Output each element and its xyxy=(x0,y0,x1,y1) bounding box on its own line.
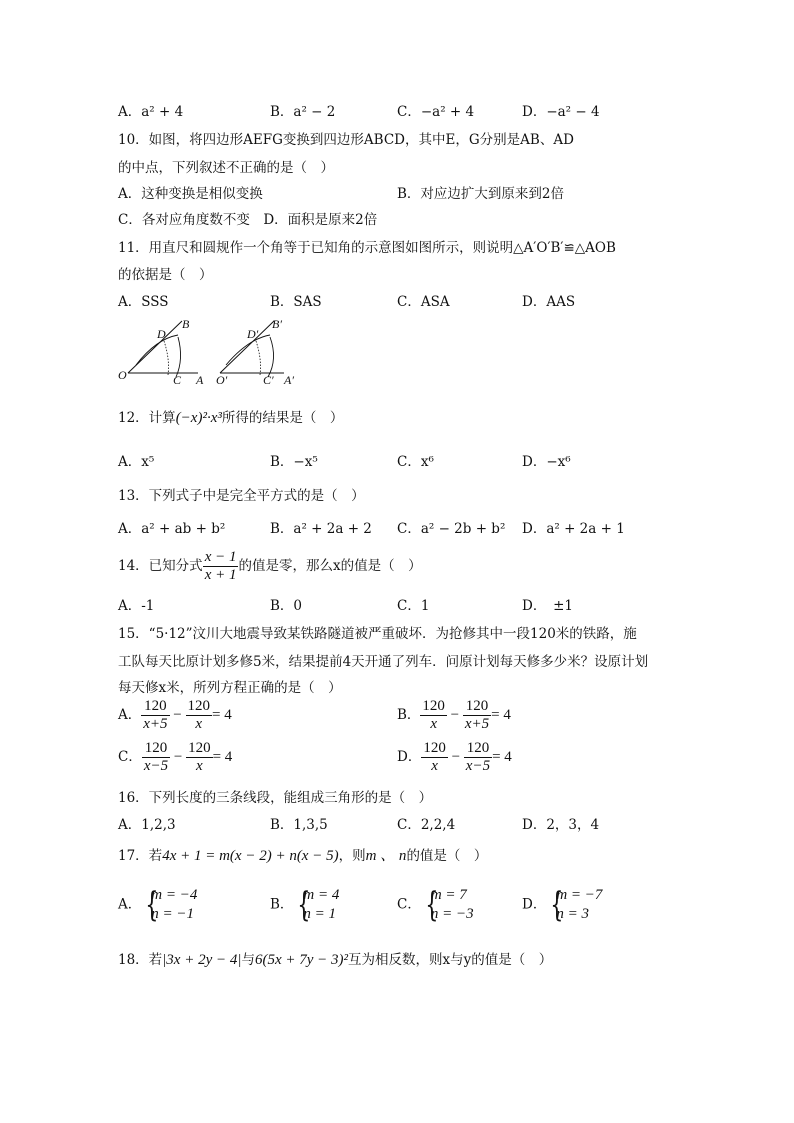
q14-denominator: x + 1 xyxy=(204,567,237,583)
label-A: A xyxy=(196,373,204,387)
numerator: 120 xyxy=(422,698,445,714)
q14-fraction xyxy=(203,549,239,584)
q16-option-b: B．1,3,5 xyxy=(270,817,328,833)
q10-option-a: A．这种变换是相似变换 xyxy=(118,186,263,202)
numerator: 120 xyxy=(463,698,491,716)
frac-2 xyxy=(186,698,213,733)
q14-text-post: 的值是零，那么x的值是（ ） xyxy=(238,558,422,574)
equation-system: { m = 4 n = 1 xyxy=(297,885,340,925)
label-O-prime: O′ xyxy=(216,373,228,387)
q10-options-cd: C．各对应角度数不变 D．面积是原来2倍 xyxy=(118,212,378,228)
q18-square-expression: 6(5x + 7y − 3)² xyxy=(255,952,349,968)
denominator: x xyxy=(195,716,203,732)
q16-options xyxy=(118,813,678,835)
q14-option-d: D． ±1 xyxy=(522,598,573,614)
q11-stem-line1: 11．用直尺和圆规作一个角等于已知角的示意图如图所示，则说明△A′O′B′≌△AOB xyxy=(118,240,616,256)
q15-option-c-label: C． xyxy=(118,749,142,765)
frac-2 xyxy=(186,740,213,775)
q12-options xyxy=(118,450,678,472)
row-2: n = 3 xyxy=(556,906,589,922)
numerator: 120 xyxy=(188,740,211,756)
q17-option-d xyxy=(522,886,602,924)
label-D: D xyxy=(157,327,166,341)
label-B: B xyxy=(182,317,190,331)
q12-option-c: C．x⁶ xyxy=(397,454,434,470)
frac-1 xyxy=(420,698,447,733)
q12-option-b: B．−x⁵ xyxy=(270,454,318,470)
q10-option-b: B．对应边扩大到原来到2倍 xyxy=(397,186,565,202)
q11-option-a: A．SSS xyxy=(118,294,169,310)
q17-option-d-label: D． xyxy=(522,896,547,913)
q15-option-d-label: D． xyxy=(397,749,422,765)
q9-option-a: A．a² + 4 xyxy=(118,104,184,120)
q14-text-pre: 14．已知分式 xyxy=(118,558,203,574)
q11-stem-line2: 的依据是（ ） xyxy=(118,267,213,283)
q16-option-d: D．2，3，4 xyxy=(522,817,600,833)
q11-construction-figure xyxy=(118,315,308,390)
q15-option-c: C． $\frac{120}{x-5}$ − $\frac{120}{x}$ = 4 xyxy=(118,740,233,774)
q17-option-a-label: A． xyxy=(118,896,142,913)
row-1: m = 4 xyxy=(303,887,340,903)
q13-stem: 13．下列式子中是完全平方式的是（ ） xyxy=(118,488,365,504)
row-2: n = −1 xyxy=(151,906,194,922)
label-D-prime: D′ xyxy=(247,327,259,341)
q16-option-a: A．1,2,3 xyxy=(118,817,176,833)
numerator: 120 xyxy=(464,740,492,758)
denominator: x xyxy=(431,758,438,774)
q18-abs-expression: |3x + 2y − 4| xyxy=(162,952,242,968)
q13-options xyxy=(118,517,678,539)
q11-option-b: B．SAS xyxy=(270,294,322,310)
frac-1 xyxy=(142,740,170,775)
q12-stem xyxy=(118,406,343,427)
q17-equation: 4x + 1 = m(x − 2) + n(x − 5) xyxy=(162,848,339,864)
q10-stem-line1: 10．如图，将四边形AEFG变换到四边形ABCD，其中E，G分别是AB、AD xyxy=(118,132,574,148)
q15-stem-line1: 15．“5·12”汶川大地震导致某铁路隧道被严重破坏．为抢修其中一段120米的铁路，施 xyxy=(118,626,637,642)
q12-option-d: D．−x⁶ xyxy=(522,454,571,470)
q11-option-d: D．AAS xyxy=(522,294,576,310)
q15-option-b: B． $\frac{120}{x}$ − $\frac{120}{x+5}$ = 4 xyxy=(397,698,511,732)
q15-option-a: A． $\frac{120}{x+5}$ − $\frac{120}{x}$ = 4 xyxy=(118,698,232,732)
q14-numerator: x − 1 xyxy=(204,549,237,565)
q12-expression: (−x)²·x³ xyxy=(175,410,222,426)
q16-stem: 16．下列长度的三条线段，能组成三角形的是（ ） xyxy=(118,790,433,806)
right-angle-figure xyxy=(216,317,294,387)
q12-text-pre: 12．计算 xyxy=(118,410,176,426)
q9-option-c: C．−a² + 4 xyxy=(397,104,475,120)
q15-stem-line2: 工队每天比原计划多修5米，结果提前4天开通了列车．问原计划每天修多少米？设原计划 xyxy=(118,654,649,670)
q15-option-d: D． $\frac{120}{x}$ − $\frac{120}{x-5}$ = 4 xyxy=(397,740,512,774)
row-2: n = −3 xyxy=(430,906,474,922)
q17-option-c-label: C． xyxy=(397,896,421,913)
q15-stem-line3: 每天修x米，所列方程正确的是（ ） xyxy=(118,680,342,696)
numerator: 120 xyxy=(141,698,169,716)
rhs: = 4 xyxy=(212,749,233,765)
q11-option-c: C．ASA xyxy=(397,294,450,310)
label-B-prime: B′ xyxy=(272,317,282,331)
numerator: 120 xyxy=(423,740,446,756)
left-angle-figure xyxy=(118,317,204,387)
label-O: O xyxy=(118,368,127,382)
denominator: x+5 xyxy=(464,716,490,732)
rhs: = 4 xyxy=(212,707,232,723)
q17-option-b-label: B． xyxy=(270,896,294,913)
frac-2 xyxy=(464,740,492,775)
q12-option-a: A．x⁵ xyxy=(118,454,155,470)
frac-1 xyxy=(421,740,448,775)
label-C: C xyxy=(173,373,182,387)
rhs: = 4 xyxy=(491,707,511,723)
numerator: 120 xyxy=(187,698,210,714)
q17-option-b xyxy=(270,886,339,924)
equation-system: { m = −7 n = 3 xyxy=(550,885,603,925)
denominator: x xyxy=(430,716,437,732)
q17-text-pre: 17．若 xyxy=(118,848,163,864)
q17-variables: m 、 n xyxy=(365,848,407,864)
q18-text-pre: 18．若 xyxy=(118,952,163,968)
q13-option-a: A．a² + ab + b² xyxy=(118,521,226,537)
q18-stem xyxy=(118,948,552,969)
denominator: x−5 xyxy=(143,758,169,774)
denominator: x−5 xyxy=(465,758,491,774)
q15-option-a-label: A． xyxy=(118,707,142,723)
q13-option-c: C．a² − 2b + b² xyxy=(397,521,506,537)
q17-stem xyxy=(118,844,487,865)
q16-option-c: C．2,2,4 xyxy=(397,817,456,833)
q14-options xyxy=(118,594,678,616)
q14-stem xyxy=(118,549,422,584)
q17-option-c xyxy=(397,886,474,924)
row-1: m = −7 xyxy=(556,887,603,903)
row-2: n = 1 xyxy=(303,906,337,922)
q14-option-a: A．-1 xyxy=(118,598,155,614)
denominator: x+5 xyxy=(143,716,168,732)
rhs: = 4 xyxy=(492,749,512,765)
q17-option-a xyxy=(118,886,197,924)
denominator: x xyxy=(196,758,203,774)
q10-stem-line2: 的中点，下列叙述不正确的是（ ） xyxy=(118,160,334,176)
numerator: 120 xyxy=(142,740,170,758)
label-A-prime: A′ xyxy=(284,373,294,387)
frac-2 xyxy=(463,698,491,733)
equation-system: { m = −4 n = −1 xyxy=(145,885,198,925)
row-1: m = −4 xyxy=(151,887,198,903)
q15-option-b-label: B． xyxy=(397,707,421,723)
frac-1 xyxy=(141,698,169,733)
row-1: m = 7 xyxy=(430,887,467,903)
q9-options xyxy=(118,100,678,122)
q13-option-b: B．a² + 2a + 2 xyxy=(270,521,372,537)
label-C-prime: C′ xyxy=(263,373,274,387)
equation-system: { m = 7 n = −3 xyxy=(425,885,474,925)
q9-option-d: D．−a² − 4 xyxy=(522,104,600,120)
q17-text-mid: ，则 xyxy=(338,848,366,864)
q12-text-post: 所得的结果是（ ） xyxy=(221,410,344,426)
q9-option-b: B．a² − 2 xyxy=(270,104,336,120)
q14-option-b: B．0 xyxy=(270,598,303,614)
q14-option-c: C．1 xyxy=(397,598,430,614)
q18-text-mid: 与 xyxy=(241,952,255,968)
q17-text-post: 的值是（ ） xyxy=(406,848,488,864)
q13-option-d: D．a² + 2a + 1 xyxy=(522,521,625,537)
q11-options xyxy=(118,290,678,312)
q18-text-post: 互为相反数，则x与y的值是（ ） xyxy=(348,952,553,968)
q10-options-ab xyxy=(118,182,678,204)
